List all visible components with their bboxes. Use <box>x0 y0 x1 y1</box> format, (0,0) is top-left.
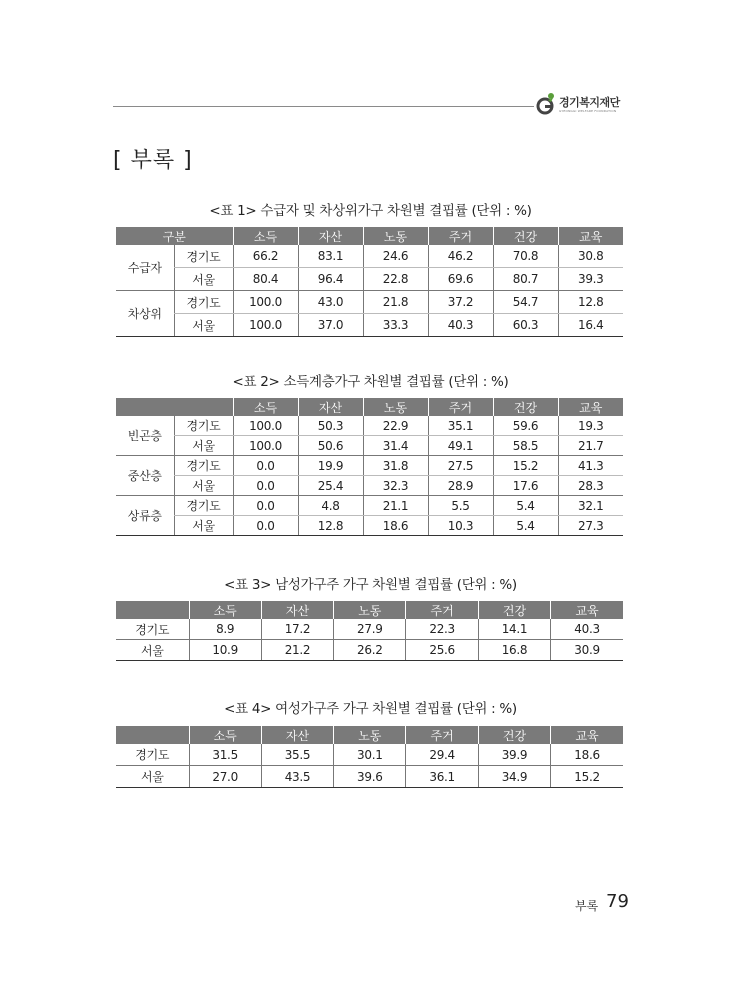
region-cell: 경기도 <box>174 456 233 476</box>
foundation-subtitle: GYEONGGI WELFARE FOUNDATION <box>559 109 617 113</box>
table3-header-cell: 노동 <box>334 601 406 619</box>
value-cell: 30.8 <box>558 245 623 268</box>
value-cell: 100.0 <box>233 291 298 314</box>
value-cell: 25.6 <box>406 640 478 661</box>
value-cell: 15.2 <box>551 766 623 788</box>
value-cell: 19.9 <box>298 456 363 476</box>
value-cell: 37.2 <box>428 291 493 314</box>
region-cell: 경기도 <box>116 619 189 640</box>
table3-header-cell: 주거 <box>406 601 478 619</box>
table-row <box>116 496 623 516</box>
region-cell: 경기도 <box>116 744 189 766</box>
value-cell: 17.2 <box>261 619 333 640</box>
value-cell: 66.2 <box>233 245 298 268</box>
region-cell: 서울 <box>174 436 233 456</box>
value-cell: 15.2 <box>493 456 558 476</box>
value-cell: 54.7 <box>493 291 558 314</box>
value-cell: 70.8 <box>493 245 558 268</box>
table2 <box>116 398 623 536</box>
value-cell: 5.5 <box>428 496 493 516</box>
value-cell: 58.5 <box>493 436 558 456</box>
value-cell: 19.3 <box>558 416 623 436</box>
table3-header-row <box>116 601 623 619</box>
table-row <box>116 456 623 476</box>
value-cell: 33.3 <box>363 314 428 337</box>
table-row <box>116 476 623 496</box>
table1-header-cell: 건강 <box>493 227 558 245</box>
value-cell: 39.9 <box>478 744 550 766</box>
value-cell: 4.8 <box>298 496 363 516</box>
table-row <box>116 619 623 640</box>
header-rule <box>113 106 534 107</box>
section-title: [ 부록 ] <box>113 148 193 173</box>
table2-header-cell: 건강 <box>493 398 558 416</box>
table2-header-cell: 자산 <box>298 398 363 416</box>
value-cell: 31.5 <box>189 744 261 766</box>
value-cell: 31.4 <box>363 436 428 456</box>
value-cell: 37.0 <box>298 314 363 337</box>
value-cell: 0.0 <box>233 516 298 536</box>
table-row <box>116 744 623 766</box>
value-cell: 27.3 <box>558 516 623 536</box>
table3 <box>116 601 623 661</box>
table4 <box>116 726 623 788</box>
value-cell: 14.1 <box>478 619 550 640</box>
value-cell: 28.3 <box>558 476 623 496</box>
foundation-name: 경기복지재단 <box>559 96 620 109</box>
table4-header-cell: 자산 <box>261 726 333 744</box>
value-cell: 50.3 <box>298 416 363 436</box>
table-row <box>116 268 623 291</box>
table2-header-cell: 교육 <box>558 398 623 416</box>
table2-header-cell: 주거 <box>428 398 493 416</box>
region-cell: 서울 <box>116 766 189 788</box>
value-cell: 32.3 <box>363 476 428 496</box>
value-cell: 22.8 <box>363 268 428 291</box>
value-cell: 25.4 <box>298 476 363 496</box>
value-cell: 21.8 <box>363 291 428 314</box>
region-cell: 경기도 <box>174 496 233 516</box>
table-row <box>116 766 623 788</box>
table-row <box>116 640 623 661</box>
table3-caption: <표 3> 남성가구주 가구 차원별 결핍률 (단위 : %) <box>224 577 517 593</box>
value-cell: 32.1 <box>558 496 623 516</box>
value-cell: 80.4 <box>233 268 298 291</box>
region-cell: 서울 <box>116 640 189 661</box>
footer-section-label: 부록 <box>575 899 599 913</box>
table-row <box>116 416 623 436</box>
value-cell: 22.9 <box>363 416 428 436</box>
table4-header-cell: 소득 <box>189 726 261 744</box>
value-cell: 21.7 <box>558 436 623 456</box>
value-cell: 16.8 <box>478 640 550 661</box>
value-cell: 0.0 <box>233 476 298 496</box>
group-label: 빈곤층 <box>116 416 174 456</box>
value-cell: 5.4 <box>493 496 558 516</box>
group-label: 중산층 <box>116 456 174 496</box>
value-cell: 18.6 <box>551 744 623 766</box>
table4-caption: <표 4> 여성가구주 가구 차원별 결핍률 (단위 : %) <box>224 701 517 717</box>
value-cell: 0.0 <box>233 496 298 516</box>
value-cell: 21.2 <box>261 640 333 661</box>
value-cell: 39.3 <box>558 268 623 291</box>
value-cell: 24.6 <box>363 245 428 268</box>
value-cell: 35.1 <box>428 416 493 436</box>
table4-header-cell: 노동 <box>334 726 406 744</box>
value-cell: 40.3 <box>551 619 623 640</box>
value-cell: 83.1 <box>298 245 363 268</box>
value-cell: 35.5 <box>261 744 333 766</box>
value-cell: 43.0 <box>298 291 363 314</box>
table1-caption: <표 1> 수급자 및 차상위가구 차원별 결핍률 (단위 : %) <box>209 203 532 219</box>
value-cell: 60.3 <box>493 314 558 337</box>
table1-header-cell: 주거 <box>428 227 493 245</box>
group-label: 수급자 <box>116 245 174 291</box>
table-row <box>116 245 623 268</box>
value-cell: 29.4 <box>406 744 478 766</box>
value-cell: 41.3 <box>558 456 623 476</box>
value-cell: 80.7 <box>493 268 558 291</box>
table3-header-cell: 교육 <box>551 601 623 619</box>
table1 <box>116 227 623 337</box>
value-cell: 31.8 <box>363 456 428 476</box>
table4-header-cell: 건강 <box>478 726 550 744</box>
table2-header-cell: 노동 <box>363 398 428 416</box>
value-cell: 27.9 <box>334 619 406 640</box>
region-cell: 서울 <box>174 268 233 291</box>
table-row <box>116 516 623 536</box>
value-cell: 40.3 <box>428 314 493 337</box>
table3-header-blank <box>116 601 189 619</box>
region-cell: 서울 <box>174 516 233 536</box>
group-label: 차상위 <box>116 291 174 337</box>
value-cell: 5.4 <box>493 516 558 536</box>
value-cell: 69.6 <box>428 268 493 291</box>
region-cell: 경기도 <box>174 245 233 268</box>
table-row <box>116 436 623 456</box>
value-cell: 43.5 <box>261 766 333 788</box>
table-row <box>116 291 623 314</box>
value-cell: 12.8 <box>558 291 623 314</box>
table1-header-row <box>116 227 623 245</box>
value-cell: 39.6 <box>334 766 406 788</box>
value-cell: 17.6 <box>493 476 558 496</box>
value-cell: 36.1 <box>406 766 478 788</box>
value-cell: 16.4 <box>558 314 623 337</box>
value-cell: 34.9 <box>478 766 550 788</box>
value-cell: 27.0 <box>189 766 261 788</box>
value-cell: 100.0 <box>233 416 298 436</box>
value-cell: 0.0 <box>233 456 298 476</box>
region-cell: 서울 <box>174 476 233 496</box>
foundation-logo <box>536 92 636 118</box>
value-cell: 10.3 <box>428 516 493 536</box>
region-cell: 경기도 <box>174 291 233 314</box>
value-cell: 30.9 <box>551 640 623 661</box>
value-cell: 21.1 <box>363 496 428 516</box>
region-cell: 경기도 <box>174 416 233 436</box>
table-row <box>116 314 623 337</box>
table2-caption: <표 2> 소득계층가구 차원별 결핍률 (단위 : %) <box>232 374 509 390</box>
value-cell: 28.9 <box>428 476 493 496</box>
value-cell: 27.5 <box>428 456 493 476</box>
region-cell: 서울 <box>174 314 233 337</box>
table1-header-cell: 구분 <box>116 227 233 245</box>
value-cell: 10.9 <box>189 640 261 661</box>
value-cell: 12.8 <box>298 516 363 536</box>
table1-header-cell: 소득 <box>233 227 298 245</box>
table1-header-cell: 자산 <box>298 227 363 245</box>
table4-header-blank <box>116 726 189 744</box>
page-number: 79 <box>606 891 629 912</box>
table1-header-cell: 교육 <box>558 227 623 245</box>
value-cell: 100.0 <box>233 314 298 337</box>
foundation-logo-icon <box>536 92 556 116</box>
table1-header-cell: 노동 <box>363 227 428 245</box>
table4-header-cell: 주거 <box>406 726 478 744</box>
table4-header-cell: 교육 <box>551 726 623 744</box>
group-label: 상류층 <box>116 496 174 536</box>
value-cell: 22.3 <box>406 619 478 640</box>
value-cell: 8.9 <box>189 619 261 640</box>
table3-header-cell: 건강 <box>478 601 550 619</box>
table2-header-blank <box>116 398 233 416</box>
value-cell: 49.1 <box>428 436 493 456</box>
value-cell: 50.6 <box>298 436 363 456</box>
table2-header-row <box>116 398 623 416</box>
value-cell: 26.2 <box>334 640 406 661</box>
value-cell: 46.2 <box>428 245 493 268</box>
table2-header-cell: 소득 <box>233 398 298 416</box>
value-cell: 30.1 <box>334 744 406 766</box>
value-cell: 18.6 <box>363 516 428 536</box>
table3-header-cell: 자산 <box>261 601 333 619</box>
value-cell: 100.0 <box>233 436 298 456</box>
table4-header-row <box>116 726 623 744</box>
table3-header-cell: 소득 <box>189 601 261 619</box>
value-cell: 96.4 <box>298 268 363 291</box>
value-cell: 59.6 <box>493 416 558 436</box>
